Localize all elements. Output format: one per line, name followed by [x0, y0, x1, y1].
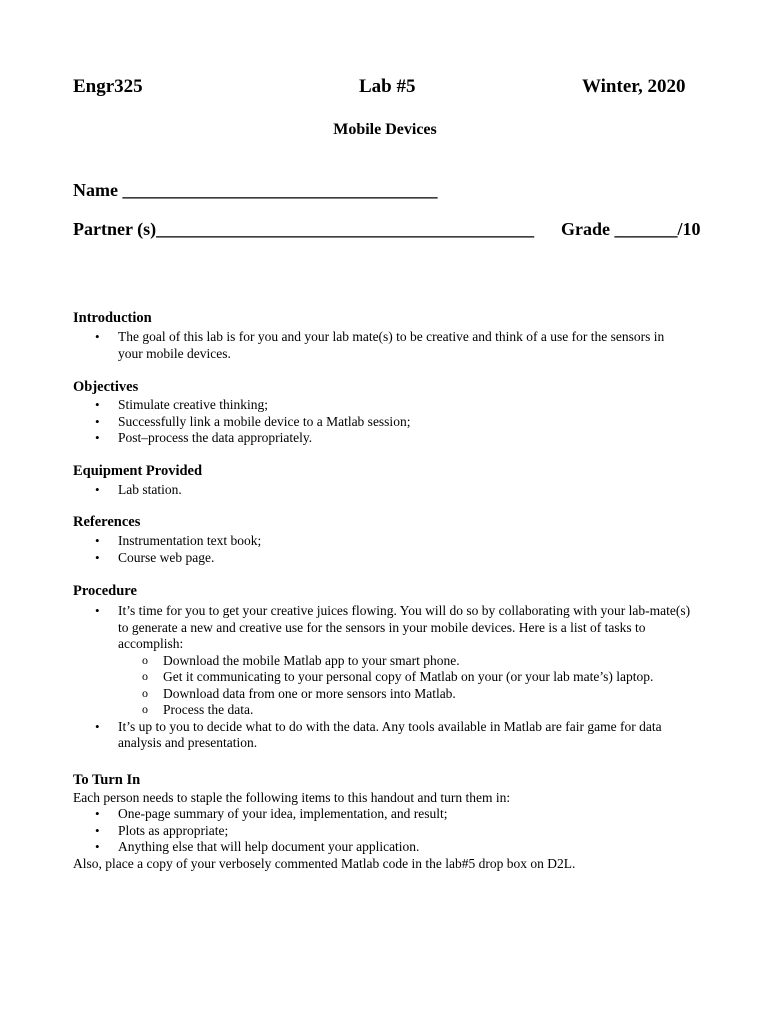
term: Winter, 2020	[582, 76, 686, 97]
procedure-item-text: It’s time for you to get your creative juices flowing. You will do so by collaborating with your lab-mate(s) to generate a new and creative use for the sensors in your mobile devices. Here is a list of tasks to accomplish:	[118, 603, 691, 651]
partner-field: Partner (s)__________________________________________	[73, 219, 535, 239]
section-heading-introduction: Introduction	[73, 310, 152, 326]
list-item: • It’s up to you to decide what to do with the data. Any tools available in Matlab are fair game for data analysis and presentation.	[95, 719, 695, 752]
lab-number: Lab #5	[359, 76, 416, 97]
section-heading-procedure: Procedure	[73, 583, 137, 599]
list-item: • Post–process the data appropriately.	[95, 430, 695, 447]
objectives-list	[95, 397, 695, 447]
list-item: • Course web page.	[95, 550, 695, 567]
section-heading-equipment: Equipment Provided	[73, 463, 203, 479]
list-item: • Instrumentation text book;	[95, 533, 695, 550]
procedure-list	[95, 603, 695, 752]
equipment-list	[95, 482, 695, 499]
section-heading-objectives: Objectives	[73, 379, 139, 395]
list-item: • Successfully link a mobile device to a Matlab session;	[95, 414, 695, 431]
list-item: • One-page summary of your idea, implementation, and result;	[95, 806, 695, 823]
task-item: o Get it communicating to your personal copy of Matlab on your (or your lab mate’s) laptop.	[139, 669, 716, 686]
list-item: • Anything else that will help document your application.	[95, 839, 695, 856]
section-heading-references: References	[73, 514, 141, 530]
name-field: Name ___________________________________	[73, 180, 438, 200]
list-item	[95, 603, 695, 719]
list-item: • Stimulate creative thinking;	[95, 397, 695, 414]
task-list	[118, 653, 695, 719]
task-item: o Download data from one or more sensors into Matlab.	[139, 686, 716, 703]
list-item: • Plots as appropriate;	[95, 823, 695, 840]
list-item: • The goal of this lab is for you and your lab mate(s) to be creative and think of a use for the sensors in your mobile devices.	[95, 329, 678, 362]
turn-in-closing: Also, place a copy of your verbosely commented Matlab code in the lab#5 drop box on D2L.	[73, 856, 576, 871]
grade-field: Grade _______/10	[561, 219, 701, 239]
section-heading-turn-in: To Turn In	[73, 772, 141, 788]
list-item: • Lab station.	[95, 482, 695, 499]
introduction-list	[95, 329, 695, 362]
lab-title: Mobile Devices	[333, 121, 437, 138]
references-list	[95, 533, 695, 566]
course-code: Engr325	[73, 76, 143, 97]
turn-in-intro: Each person needs to staple the following items to this handout and turn them in:	[73, 790, 511, 805]
task-item: o Download the mobile Matlab app to your smart phone.	[139, 653, 716, 670]
task-item: o Process the data.	[139, 702, 716, 719]
turn-in-list	[95, 806, 695, 856]
